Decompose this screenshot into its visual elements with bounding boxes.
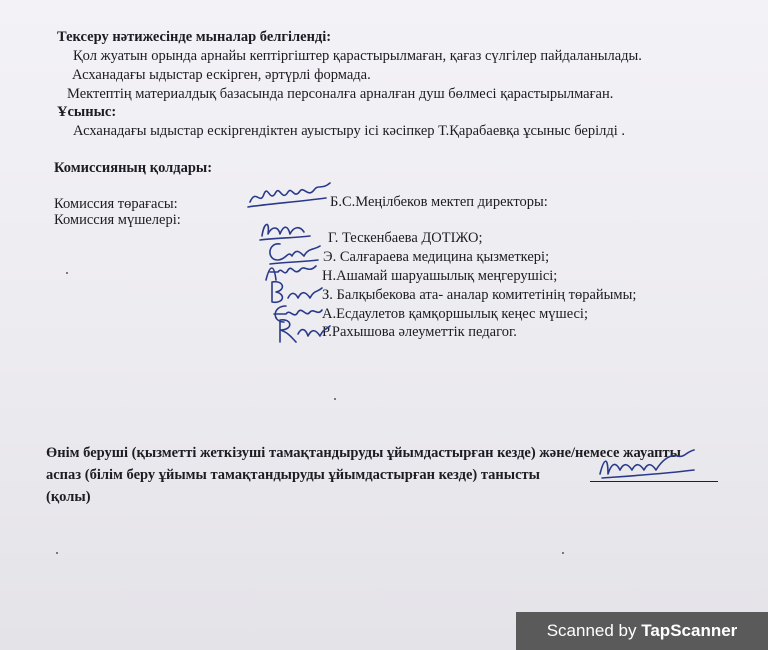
watermark-brand: TapScanner xyxy=(641,621,738,640)
tapscanner-watermark xyxy=(516,612,768,650)
speck xyxy=(66,272,68,274)
finding-item-3: Мектептің материалдық базасында персоналға арналған душ бөлмесі қарастырылмаған. xyxy=(67,86,614,102)
member-4: З. Балқыбекова ата- аналар комитетінің төрайымы; xyxy=(322,287,637,303)
chair-label: Комиссия төрағасы: xyxy=(54,196,178,212)
speck xyxy=(562,552,564,554)
finding-item-1: Қол жуатын орында арнайы кептіргіштер қарастырылмаған, қағаз сүлгілер пайдаланылады. xyxy=(73,48,642,64)
proposal-text: Асханадағы ыдыстар ескіргендіктен ауыстыру ісі кәсіпкер Т.Қарабаевқа ұсыныс берілді . xyxy=(73,123,625,139)
member-2: Э. Салғараева медицина қызметкері; xyxy=(323,249,550,265)
member-1: Г. Тескенбаева ДОТІЖО; xyxy=(328,230,483,246)
chair-name: Б.С.Меңілбеков мектеп директоры: xyxy=(330,194,548,210)
speck xyxy=(56,552,58,554)
chair-signature xyxy=(246,180,334,214)
member-6: Р.Рахышова әлеуметтік педагог. xyxy=(322,324,517,340)
footer-line-1: Өнім беруші (қызметті жеткізуші тамақтандыруды ұйымдастырған кезде) және/немесе жауапты xyxy=(46,445,681,461)
member-6-signature xyxy=(272,316,332,346)
member-5: А.Есдаулетов қамқоршылық кеңес мүшесі; xyxy=(322,306,588,322)
commission-heading: Комиссияның қолдары: xyxy=(54,160,213,176)
footer-line-2: аспаз (білім беру ұйымы тамақтандыруды ұйымдастырған кезде) танысты xyxy=(46,467,540,483)
proposal-heading: Ұсыныс: xyxy=(57,104,117,120)
finding-item-2: Асханадағы ыдыстар ескірген, әртүрлі формада. xyxy=(72,67,371,83)
findings-heading: Тексеру нәтижесінде мыналар белгіленді: xyxy=(57,29,332,45)
responsible-signature xyxy=(596,448,700,482)
members-label: Комиссия мүшелері: xyxy=(54,212,181,228)
member-3: Н.Ашамай шаруашылық меңгерушісі; xyxy=(322,268,558,284)
footer-line-3: (қолы) xyxy=(46,489,91,505)
speck xyxy=(334,398,336,400)
watermark-prefix: Scanned by xyxy=(546,621,637,640)
